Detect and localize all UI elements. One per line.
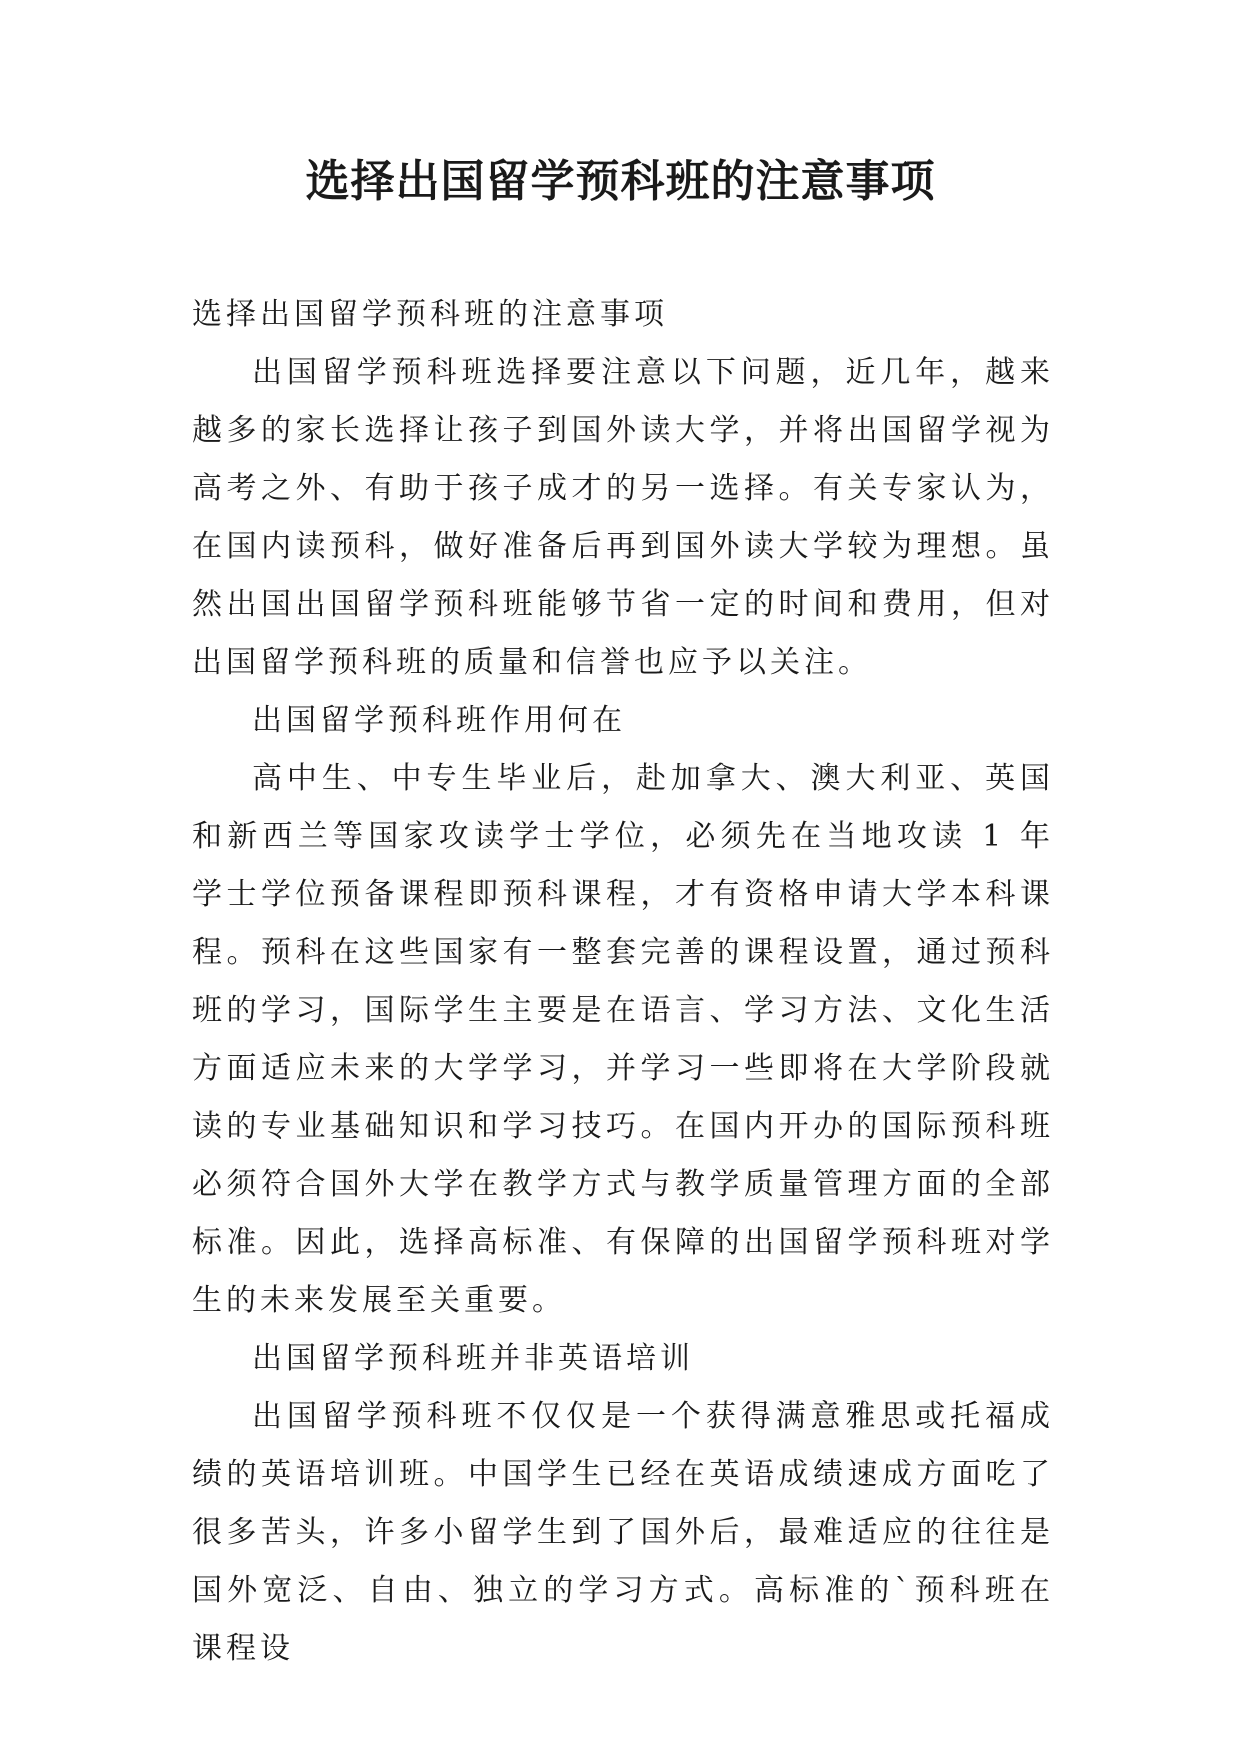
subtitle-paragraph: 选择出国留学预科班的注意事项 [192, 297, 668, 332]
intro-paragraph: 出国留学预科班选择要注意以下问题，近几年，越来越多的家长选择让孩子到国外读大学，并将出国留学视为高考之外、有助于孩子成才的另一选择。有关专家认为，在国内读预科，做好准备后再到国外读大学较为理想。虽然出国出国留学预科班能够节省一定的时间和费用，但对出国留学预科班的质量和信誉也应予以关注。 [192, 355, 1054, 680]
role-paragraph: 高中生、中专生毕业后，赴加拿大、澳大利亚、英国和新西兰等国家攻读学士学位，必须先在当地攻读 1 年学士学位预备课程即预科课程，才有资格申请大学本科课程。预科在这些国家有一整套完善的课程设置，通过预科班的学习，国际学生主要是在语言、学习方法、文化生活方面适应未来的大学学习，并学习一些即将在大学阶段就读的专业基础知识和学习技巧。在国内开办的国际预科班必须符合国外大学在教学方式与教学质量管理方面的全部标准。因此，选择高标准、有保障的出国留学预科班对学生的未来发展至关重要。 [192, 761, 1054, 1318]
document-title: 选择出国留学预科班的注意事项 [305, 156, 936, 207]
not-english-paragraph: 出国留学预科班不仅仅是一个获得满意雅思或托福成绩的英语培训班。中国学生已经在英语成绩速成方面吃了很多苦头，许多小留学生到了国外后，最难适应的往往是国外宽泛、自由、独立的学习方式。高标准的`预科班在课程设 [192, 1399, 1054, 1666]
section-heading-role: 出国留学预科班作用何在 [252, 703, 626, 738]
section-heading-not-english: 出国留学预科班并非英语培训 [252, 1341, 694, 1376]
document-body [192, 286, 1054, 1678]
